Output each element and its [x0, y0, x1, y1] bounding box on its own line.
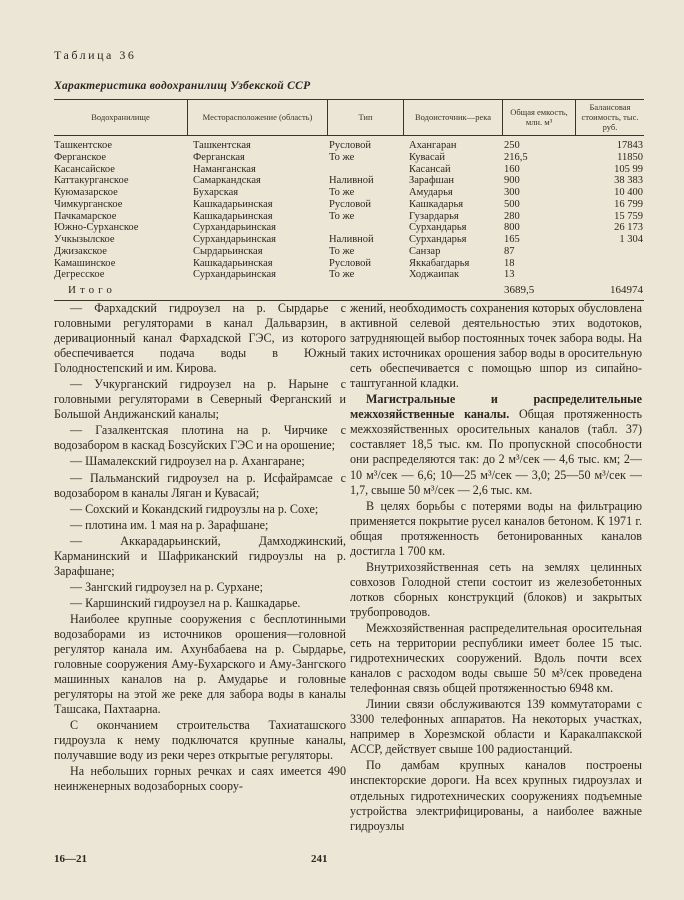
paragraph: — Зангский гидроузел на р. Сурхане;	[70, 579, 263, 594]
table-row: Куюмазарское Бухарская То же Амударья 300 10 400	[54, 187, 643, 198]
table-body	[54, 140, 644, 281]
table-number: Таблица 36	[54, 48, 137, 62]
paragraph: — плотина им. 1 мая на р. Зарафшане;	[70, 517, 269, 532]
paragraph: — Сохский и Кокандский гидроузлы на р. Сохе;	[70, 501, 319, 516]
table-row: Ташкентское Ташкентская Русловой Ахангаран 250 17843	[54, 140, 643, 151]
paragraph: Межхозяйственная распределительная оросительная сеть на территории республики имеет более 15 тыс. гидротехнических сооружений. Вдоль почти всех каналов с расходом воды свыше 50 м³/сек проведена телефонная связь общей протяженностью 6948 км.	[350, 620, 642, 696]
paragraph: На небольших горных речках и саях имеется 490 неинженерных водозаборных соору-	[54, 764, 346, 794]
right-text-column	[350, 301, 642, 835]
section-heading: Магистральные и распределительные межхозяйственные каналы.	[350, 392, 642, 422]
table-header-rule	[54, 135, 644, 136]
paragraph: — Учкурганский гидроузел на р. Нарыне с головными регуляторами в Северный Ферганский и Большой Андижанский каналы;	[54, 377, 346, 422]
paragraph: Линии связи обслуживаются 139 коммутаторами с 3300 телефонных аппаратов. На некоторых участках, например в Хорезмской области и Каракалпакской АССР, действует свыше 100 радиостанций.	[350, 697, 642, 757]
column-header-cost: Балансовая стоимость, тыс. руб.	[581, 102, 639, 132]
total-capacity: 3689,5	[504, 284, 535, 296]
table-row: Чимкурганское Кашкадарьинская Русловой Кашкадарья 500 16 799	[54, 198, 643, 210]
paragraph: — Фархадский гидроузел на р. Сырдарье с головными регуляторами в канал Дальварзин, в деривационный канал Фархадской ГЭС, из которого обеспечивается подача воды в Южный Голодностепский и им. Кирова.	[54, 301, 346, 376]
table-row: Учкызылское Сурхандарьинская Наливной Сурхандарья 165 1 304	[54, 234, 643, 245]
paragraph: — Газалкентская плотина на р. Чирчике с водозабором в каскад Бозсуйских ГЭС и на орошение;	[54, 423, 346, 453]
total-cost: 164974	[610, 284, 643, 296]
paragraph: По дамбам крупных каналов построены инспекторские дороги. На всех крупных гидроузлах и отдельных гидротехнических сооружениях подъемные устройства электрифицированы, а наиболее важные гидроузлы	[350, 758, 642, 833]
column-header-type: Тип	[358, 112, 373, 122]
column-header-capacity: Общая емкость, млн. м³	[510, 107, 568, 127]
paragraph: — Аккарадарьинский, Дамходжинский, Карманинский и Шафриканский гидроузлы на р. Зарафшане;	[54, 533, 346, 578]
table-row: Южно-Сурханское Сурхандарьинская Сурхандарья 800 26 173	[54, 222, 643, 234]
column-header-reservoir: Водохранилище	[91, 112, 150, 122]
paragraph: — Пальманский гидроузел на р. Исфайрамсае с водозабором в каналы Ляган и Кувасай;	[54, 470, 346, 500]
signature-mark: 16—21	[54, 853, 87, 865]
table-row: Пачкамарское Кашкадарьинская То же Гузардарья 280 15 759	[54, 210, 643, 222]
table-row: Джизакское Сырдарьинская То же Санзар 87	[54, 245, 515, 257]
paragraph: жений, необходимость сохранения которых обусловлена активной селевой деятельностью этих водотоков, затрудняющей выбор постоянных точек забора воды. На таких источниках орошения забор воды в оросительную сеть обеспечивается с помощью шпор из сипайно-таштуганной кладки.	[350, 301, 642, 391]
paragraph: Наиболее крупные сооружения с бесплотинными водозаборами из источников орошения—головной регулятор канала им. Ахунбабаева на р. Сырдарье, головные сооружения Аму-Бухарского и Аму-Зангского машинных каналов на р. Амударье и головные регуляторы на этой же реке для забора воды в каналы Ташсака, Пахтаарна.	[54, 611, 346, 717]
paragraph: — Каршинский гидроузел на р. Кашкадарье.	[70, 595, 301, 610]
table-total-row	[54, 284, 644, 298]
total-label: Итого	[68, 284, 116, 296]
paragraph: — Шамалекский гидроузел на р. Ахангаране;	[70, 454, 305, 469]
table-row: Камашинское Кашкадарьинская Русловой Яккабагдарья 18	[54, 257, 515, 269]
paragraph: Внутрихозяйственная сеть на землях целинных совхозов Голодной степи состоит из железобетонных лотков сборных конструкций (блоков) и закрытых трубопроводов.	[350, 559, 642, 619]
page-number: 241	[311, 853, 328, 865]
table-row: Касансайское Наманганская Касансай 160 105 99	[54, 163, 643, 175]
column-header-location: Месторасположение (область)	[202, 112, 313, 122]
paragraph: С окончанием строительства Тахиаташского гидроузла к нему подключатся крупные каналы, получавшие воду из реки через открытые регуляторы.	[54, 718, 346, 763]
table-row: Дегресское Сурхандарьинская То же Ходжаипак 13	[54, 269, 515, 281]
paragraph-canals	[350, 392, 642, 497]
column-header-river: Водоисточник—река	[414, 112, 491, 122]
paragraph: В целях борьбы с потерями воды на фильтрацию применяется покрытие русел каналов бетоном. К 1971 г. общая протяженность бетонированных каналов достигла 1 700 км.	[350, 498, 642, 558]
table-row: Ферганское Ферганская То же Кувасай 216,5 11850	[54, 151, 643, 163]
table-row: Каттакурганское Самаркандская Наливной Зарафшан 900 38 383	[54, 175, 643, 187]
paragraph-text: Общая протяженность межхозяйственных оросительных каналов (табл. 37) составляет 18,5 тыс. км. По пропускной способности они распределяются так: до 2 м³/сек — 4,6 тыс. км; 2—10 м³/сек — 6,6; 10—25 м³/сек — 3,0; 25—50 м³/сек — 1,7, свыше 50 м³/сек — 2,6 тыс. км.	[350, 407, 642, 497]
table-title: Характеристика водохранилищ Узбекской ССР	[54, 80, 311, 92]
left-text-column	[54, 301, 346, 796]
